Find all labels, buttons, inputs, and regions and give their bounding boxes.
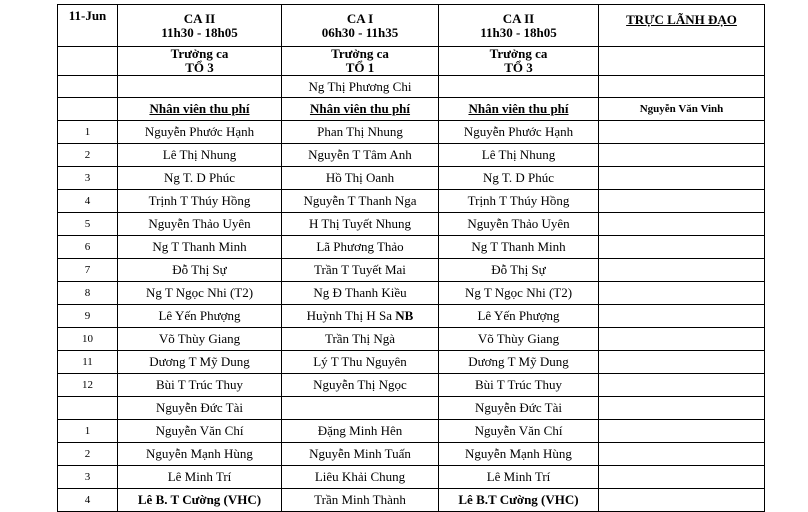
row-number [58, 167, 118, 190]
leader-blank-cell [599, 305, 765, 328]
col1-shift-lead-label: Trưởng ca [170, 46, 229, 61]
row-number-text: 3 [84, 172, 91, 184]
shift-lead-blank-col1 [118, 76, 282, 98]
leader-blank-cell [599, 351, 765, 374]
col1-staff-cell-text: Bùi T Trúc Thuy [155, 377, 244, 392]
col3-team-label: TỔ 3 [504, 60, 533, 75]
col1-shift-name: CA II [183, 10, 216, 26]
col2-staff-cell-text: Liêu Khải Chung [314, 469, 406, 484]
col3-shift-cell [439, 5, 599, 47]
row-number-text: 5 [84, 218, 91, 230]
col1-shift-time: 11h30 - 18h05 [161, 24, 238, 40]
leader-title-cell [599, 5, 765, 47]
table-row [58, 328, 765, 351]
row-number-text: 6 [84, 241, 91, 253]
col1-staff-cell [118, 420, 282, 443]
col1-staff-cell-text: Nguyễn Văn Chí [155, 423, 244, 438]
col1-staff-cell [118, 328, 282, 351]
col3-shift-name: CA II [502, 10, 535, 26]
col3-staff-cell-text: Đỗ Thị Sự [491, 262, 546, 277]
leader-blank-cell [599, 397, 765, 420]
col1-staff-header: Nhân viên thu phí [118, 98, 282, 121]
shift-lead-blank-leader [599, 76, 765, 98]
col3-staff-cell [439, 190, 599, 213]
col3-team-cell [439, 47, 599, 76]
col2-staff-cell-text: Lã Phương Thảo [316, 239, 404, 254]
col3-staff-cell [439, 213, 599, 236]
table-row [58, 466, 765, 489]
row-number-text: 12 [82, 379, 93, 391]
row-number [58, 443, 118, 466]
row-number [58, 397, 118, 420]
col3-staff-cell [439, 397, 599, 420]
row-number-text: 1 [84, 126, 91, 138]
row-number [58, 259, 118, 282]
col1-staff-cell [118, 259, 282, 282]
col2-team-cell [282, 47, 439, 76]
table-row [58, 443, 765, 466]
col1-staff-cell-text: Trịnh T Thúy Hồng [148, 193, 251, 208]
leader-name: Nguyễn Văn Vinh [599, 98, 765, 121]
row-number [58, 466, 118, 489]
col1-staff-cell [118, 305, 282, 328]
col2-staff-cell-text: Đặng Minh Hên [317, 423, 403, 438]
col1-staff-cell-text: Ng T Thanh Minh [152, 239, 247, 254]
leader-blank-cell [599, 236, 765, 259]
col3-staff-cell [439, 282, 599, 305]
col2-staff-cell [282, 167, 439, 190]
leader-title: TRỰC LÃNH ĐẠO [626, 12, 737, 27]
date-label: 11-Jun [68, 8, 107, 23]
col3-staff-cell [439, 259, 599, 282]
row-number [58, 328, 118, 351]
team-header-leader-blank [599, 47, 765, 76]
table-row [58, 397, 765, 420]
col2-team-label: TỔ 1 [345, 60, 375, 75]
col2-staff-cell-text: Trần Minh Thành [314, 492, 406, 507]
col3-staff-cell-text: Lê Thị Nhung [481, 147, 556, 162]
table-row [58, 351, 765, 374]
col1-staff-cell [118, 489, 282, 512]
col2-shift-name: CA I [346, 10, 374, 26]
leader-blank-cell [599, 167, 765, 190]
col1-staff-cell-text: Lê Minh Trí [167, 469, 232, 484]
col3-shift-time: 11h30 - 18h05 [480, 24, 557, 40]
table-row [58, 190, 765, 213]
leader-blank-cell [599, 466, 765, 489]
col3-shift-lead-label: Trưởng ca [489, 46, 548, 61]
col1-staff-cell-text: Lê Yến Phượng [158, 308, 241, 323]
col3-staff-cell-text: Ng T Ngọc Nhi (T2) [464, 285, 573, 300]
col3-staff-cell-text: Bùi T Trúc Thuy [474, 377, 563, 392]
leader-blank-cell [599, 328, 765, 351]
col2-staff-cell [282, 236, 439, 259]
row-number-text: 4 [84, 195, 91, 207]
table-row [58, 489, 765, 512]
col2-shift-cell [282, 5, 439, 47]
col2-staff-cell-text: Nguyễn T Thanh Nga [303, 193, 417, 208]
col2-staff-cell [282, 466, 439, 489]
table-row [58, 305, 765, 328]
col2-staff-cell-text: Nguyễn T Tâm Anh [308, 147, 412, 162]
row-number [58, 489, 118, 512]
col2-staff-cell-text: Huỳnh Thị H Sa [306, 308, 393, 323]
leader-blank-cell [599, 489, 765, 512]
col3-staff-cell [439, 305, 599, 328]
table-row [58, 259, 765, 282]
team-header-row [58, 47, 765, 76]
col2-staff-cell-text: H Thị Tuyết Nhung [309, 216, 411, 231]
leader-blank-cell [599, 282, 765, 305]
col1-staff-cell-text: Ng T Ngọc Nhi (T2) [145, 285, 254, 300]
col1-staff-cell-text: Đỗ Thị Sự [172, 262, 227, 277]
col1-staff-cell-text: Nguyễn Thảo Uyên [148, 216, 251, 231]
table-row [58, 167, 765, 190]
row-number [58, 213, 118, 236]
col2-staff-note: NB [395, 308, 414, 323]
col2-staff-cell-text: Hồ Thị Oanh [325, 170, 395, 185]
col3-staff-cell-text: Nguyễn Thảo Uyên [467, 216, 570, 231]
staff-header-blank [58, 98, 118, 121]
col3-staff-cell [439, 466, 599, 489]
row-number-text: 1 [84, 425, 91, 437]
row-number [58, 144, 118, 167]
leader-blank-cell [599, 259, 765, 282]
col1-staff-cell [118, 282, 282, 305]
row-number [58, 374, 118, 397]
shift-lead-row [58, 76, 765, 98]
col3-staff-cell [439, 328, 599, 351]
col1-team-label: TỔ 3 [185, 60, 214, 75]
col2-staff-cell [282, 144, 439, 167]
row-number-text: 10 [82, 333, 93, 345]
col1-staff-cell-text: Nguyễn Mạnh Hùng [146, 446, 253, 461]
col1-team-cell [118, 47, 282, 76]
col3-staff-cell [439, 121, 599, 144]
leader-blank-cell [599, 443, 765, 466]
col2-staff-cell [282, 282, 439, 305]
col3-staff-cell [439, 420, 599, 443]
shift-lead-blank-col3 [439, 76, 599, 98]
col2-staff-cell [282, 489, 439, 512]
shift-lead-blank-no [58, 76, 118, 98]
col1-staff-cell-text: Ng T. D Phúc [163, 170, 236, 185]
col3-staff-cell-text: Nguyễn Phước Hạnh [463, 124, 574, 139]
shift-header-row [58, 5, 765, 47]
schedule-table [57, 4, 765, 512]
col2-staff-cell [282, 351, 439, 374]
col1-staff-cell-text: Lê Thị Nhung [162, 147, 237, 162]
table-row [58, 213, 765, 236]
col1-staff-cell [118, 351, 282, 374]
col1-staff-cell [118, 374, 282, 397]
shift-lead-col2: Ng Thị Phương Chi [282, 76, 439, 98]
table-row [58, 121, 765, 144]
leader-blank-cell [599, 144, 765, 167]
row-number [58, 305, 118, 328]
col2-staff-cell [282, 305, 439, 328]
col3-staff-header: Nhân viên thu phí [439, 98, 599, 121]
col2-staff-cell-text: Ng Đ Thanh Kiều [313, 285, 407, 300]
col1-shift-cell [118, 5, 282, 47]
table-row [58, 374, 765, 397]
row-number [58, 282, 118, 305]
col1-staff-cell-text: Võ Thùy Giang [158, 331, 241, 346]
col1-staff-cell-text: Lê B. T Cường (VHC) [137, 492, 262, 507]
row-number [58, 121, 118, 144]
col2-staff-cell [282, 213, 439, 236]
col1-staff-cell [118, 236, 282, 259]
row-number-text: 2 [84, 149, 91, 161]
date-cell [58, 5, 118, 47]
col2-shift-lead-label: Trưởng ca [331, 46, 389, 61]
table-row [58, 236, 765, 259]
col1-staff-cell [118, 466, 282, 489]
col3-staff-cell-text: Lê Minh Trí [486, 469, 551, 484]
col2-shift-time: 06h30 - 11h35 [321, 24, 399, 40]
leader-blank-cell [599, 374, 765, 397]
table-row [58, 420, 765, 443]
row-number-text: 9 [84, 310, 91, 322]
col2-staff-cell-text: Lý T Thu Nguyên [313, 354, 407, 369]
col3-staff-cell-text: Võ Thùy Giang [477, 331, 560, 346]
col3-staff-cell [439, 236, 599, 259]
col3-staff-cell [439, 351, 599, 374]
col1-staff-cell [118, 144, 282, 167]
col3-staff-cell [439, 167, 599, 190]
col3-staff-cell-text: Lê B.T Cường (VHC) [458, 492, 579, 507]
col2-staff-cell [282, 443, 439, 466]
col3-staff-cell-text: Trịnh T Thúy Hồng [467, 193, 570, 208]
leader-blank-cell [599, 121, 765, 144]
col1-staff-cell [118, 121, 282, 144]
col1-staff-cell [118, 213, 282, 236]
table-row [58, 282, 765, 305]
row-number [58, 190, 118, 213]
col3-staff-cell-text: Dương T Mỹ Dung [468, 354, 569, 369]
col3-staff-cell-text: Nguyễn Mạnh Hùng [465, 446, 572, 461]
col1-staff-cell [118, 190, 282, 213]
col3-staff-cell-text: Ng T. D Phúc [482, 170, 555, 185]
row-number [58, 351, 118, 374]
col1-staff-cell [118, 167, 282, 190]
col2-staff-cell-text: Trần Thị Ngà [324, 331, 396, 346]
team-header-blank [58, 47, 118, 76]
col2-staff-cell [282, 328, 439, 351]
col1-staff-cell [118, 443, 282, 466]
row-number-text: 7 [84, 264, 91, 276]
table-row [58, 144, 765, 167]
row-number-text: 11 [82, 356, 93, 368]
col2-staff-cell-text: Phan Thị Nhung [317, 124, 403, 139]
col2-staff-header: Nhân viên thu phí [282, 98, 439, 121]
col2-staff-cell [282, 121, 439, 144]
col2-staff-cell [282, 259, 439, 282]
col2-staff-cell [282, 190, 439, 213]
col3-staff-cell [439, 374, 599, 397]
col1-staff-cell [118, 397, 282, 420]
col2-staff-cell [282, 420, 439, 443]
col3-staff-cell [439, 489, 599, 512]
row-number-text: 2 [84, 448, 91, 460]
col3-staff-cell [439, 144, 599, 167]
col3-staff-cell-text: Nguyễn Đức Tài [475, 400, 562, 415]
col3-staff-cell-text: Lê Yến Phượng [477, 308, 560, 323]
staff-header-row [58, 98, 765, 121]
leader-blank-cell [599, 420, 765, 443]
row-number-text: 4 [84, 494, 91, 506]
col2-staff-cell-text: Trần T Tuyết Mai [314, 262, 406, 277]
col2-staff-cell-text: Nguyễn Minh Tuấn [309, 446, 411, 461]
col3-staff-cell-text: Ng T Thanh Minh [471, 239, 566, 254]
row-number-text: 8 [84, 287, 91, 299]
staff-rows [58, 121, 765, 512]
col2-staff-cell [282, 374, 439, 397]
col1-staff-cell-text: Nguyễn Đức Tài [156, 400, 243, 415]
row-number [58, 236, 118, 259]
col3-staff-cell [439, 443, 599, 466]
col2-staff-cell [282, 397, 439, 420]
row-number-text: 3 [84, 471, 91, 483]
col1-staff-cell-text: Dương T Mỹ Dung [149, 354, 250, 369]
col1-staff-cell-text: Nguyễn Phước Hạnh [144, 124, 255, 139]
leader-blank-cell [599, 190, 765, 213]
col3-staff-cell-text: Nguyễn Văn Chí [474, 423, 563, 438]
col2-staff-cell-text: Nguyễn Thị Ngọc [313, 377, 407, 392]
row-number [58, 420, 118, 443]
leader-blank-cell [599, 213, 765, 236]
